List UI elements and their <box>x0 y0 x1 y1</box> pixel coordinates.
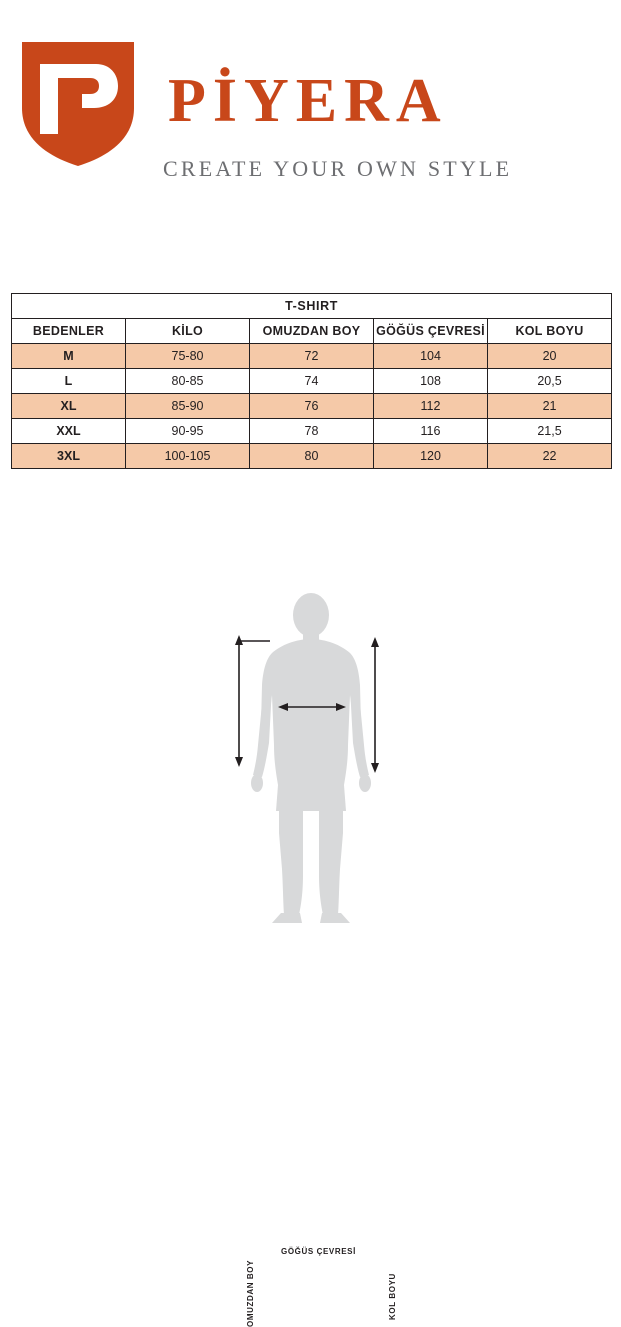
brand-name: PİYERA <box>168 67 448 135</box>
table-title: T-SHIRT <box>12 294 612 319</box>
table-row <box>12 444 612 469</box>
column-header-bedenler: BEDENLER <box>12 319 126 344</box>
dim-label-gogus-cevresi: GÖĞÜS ÇEVRESİ <box>281 1247 356 1256</box>
table-row <box>12 419 612 444</box>
cell-kilo: 80-85 <box>126 369 250 394</box>
cell-beden: XXL <box>12 419 126 444</box>
dim-label-kol-boyu: KOL BOYU <box>388 1273 397 1320</box>
column-header-omuzdan-boy: OMUZDAN BOY <box>250 319 374 344</box>
cell-omuzdan-boy: 76 <box>250 394 374 419</box>
cell-gogus-cevresi: 120 <box>374 444 488 469</box>
cell-gogus-cevresi: 108 <box>374 369 488 394</box>
cell-kilo: 75-80 <box>126 344 250 369</box>
cell-beden: 3XL <box>12 444 126 469</box>
table-row <box>12 394 612 419</box>
cell-kilo: 85-90 <box>126 394 250 419</box>
cell-gogus-cevresi: 116 <box>374 419 488 444</box>
cell-kilo: 90-95 <box>126 419 250 444</box>
cell-kol-boyu: 22 <box>488 444 612 469</box>
column-header-gogus-cevresi: GÖĞÜS ÇEVRESİ <box>374 319 488 344</box>
cell-kol-boyu: 20,5 <box>488 369 612 394</box>
cell-beden: L <box>12 369 126 394</box>
column-header-kilo: KİLO <box>126 319 250 344</box>
size-chart <box>11 293 611 469</box>
dim-label-omuzdan-boy: OMUZDAN BOY <box>246 1259 255 1327</box>
cell-kol-boyu: 20 <box>488 344 612 369</box>
cell-gogus-cevresi: 112 <box>374 394 488 419</box>
male-body-silhouette-icon <box>0 575 621 931</box>
measurement-diagram <box>0 575 621 1327</box>
table-row <box>12 369 612 394</box>
cell-omuzdan-boy: 80 <box>250 444 374 469</box>
cell-beden: XL <box>12 394 126 419</box>
brand-tagline: CREATE YOUR OWN STYLE <box>163 156 513 181</box>
cell-kilo: 100-105 <box>126 444 250 469</box>
size-table <box>11 293 612 469</box>
cell-kol-boyu: 21,5 <box>488 419 612 444</box>
cell-kol-boyu: 21 <box>488 394 612 419</box>
table-header-row <box>12 319 612 344</box>
cell-omuzdan-boy: 72 <box>250 344 374 369</box>
column-header-kol-boyu: KOL BOYU <box>488 319 612 344</box>
cell-omuzdan-boy: 74 <box>250 369 374 394</box>
cell-omuzdan-boy: 78 <box>250 419 374 444</box>
table-row <box>12 344 612 369</box>
brand-header <box>0 34 621 181</box>
table-title-row <box>12 294 612 319</box>
cell-beden: M <box>12 344 126 369</box>
piyera-shield-logo-icon <box>18 38 138 168</box>
cell-gogus-cevresi: 104 <box>374 344 488 369</box>
